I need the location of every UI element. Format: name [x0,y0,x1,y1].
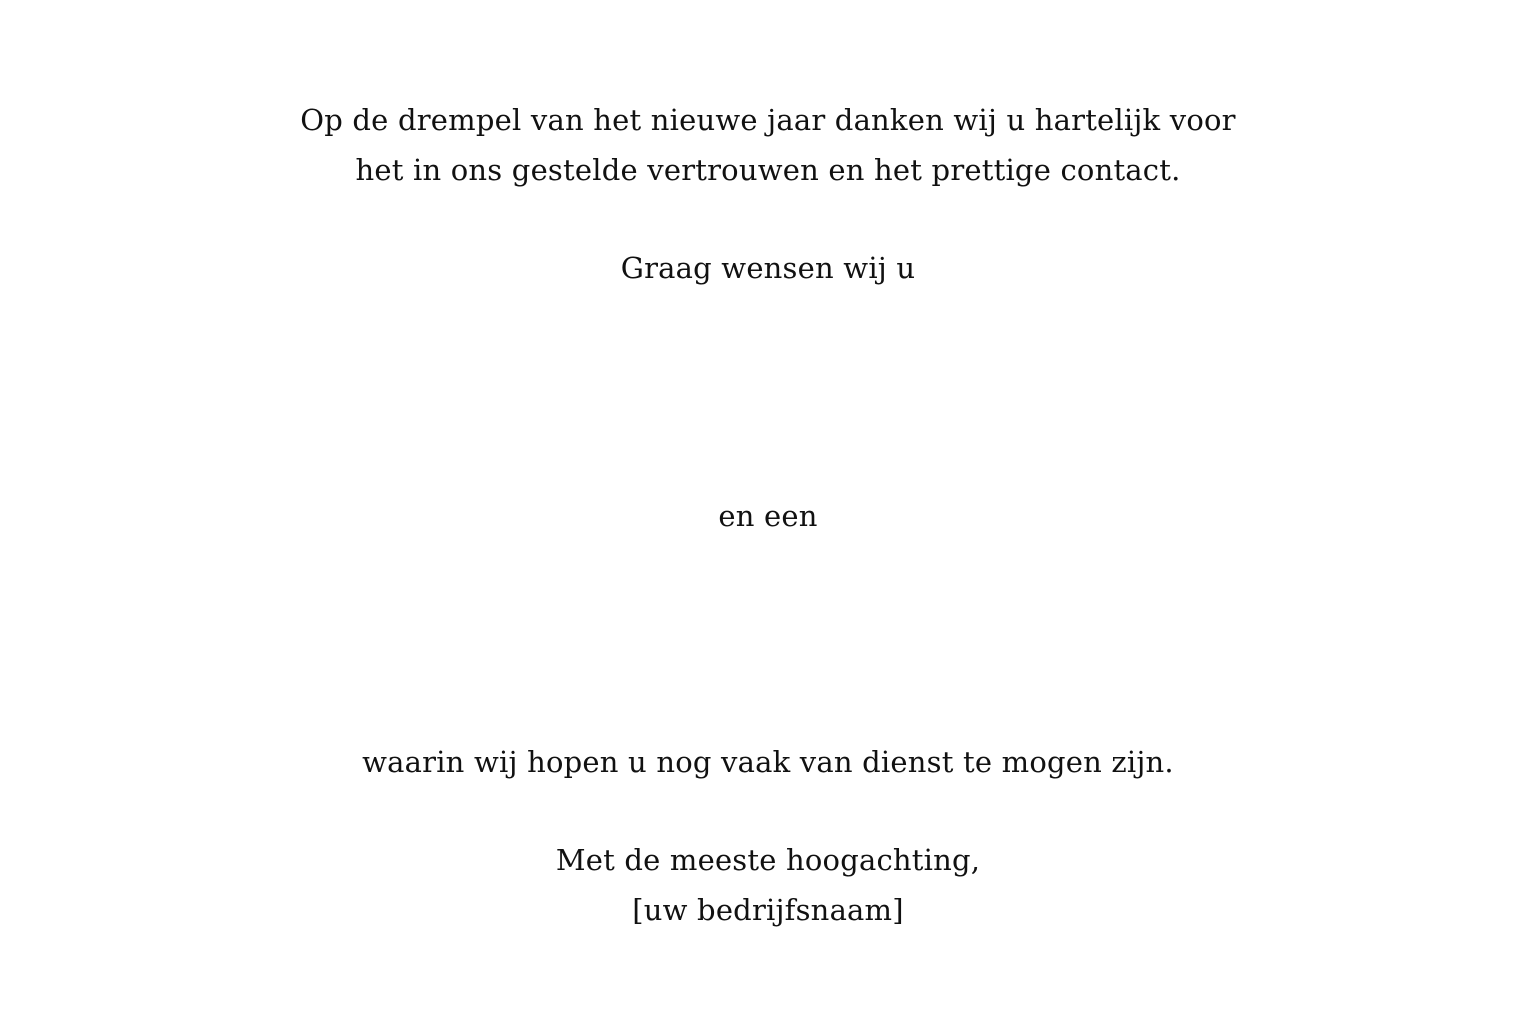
wish-line: Graag wensen wij u [620,251,916,285]
hope-line: waarin wij hopen u nog vaak van dienst te mogen zijn. [362,745,1174,779]
company-name-placeholder: [uw bedrijfsnaam] [632,893,904,927]
intro-line-1: Op de drempel van het nieuwe jaar danken wij u hartelijk voor [300,103,1236,137]
connector-line: en een [718,499,818,533]
closing-line: Met de meeste hoogachting, [555,843,981,877]
intro-line-2: het in ons gestelde vertrouwen en het prettige contact. [355,153,1181,187]
